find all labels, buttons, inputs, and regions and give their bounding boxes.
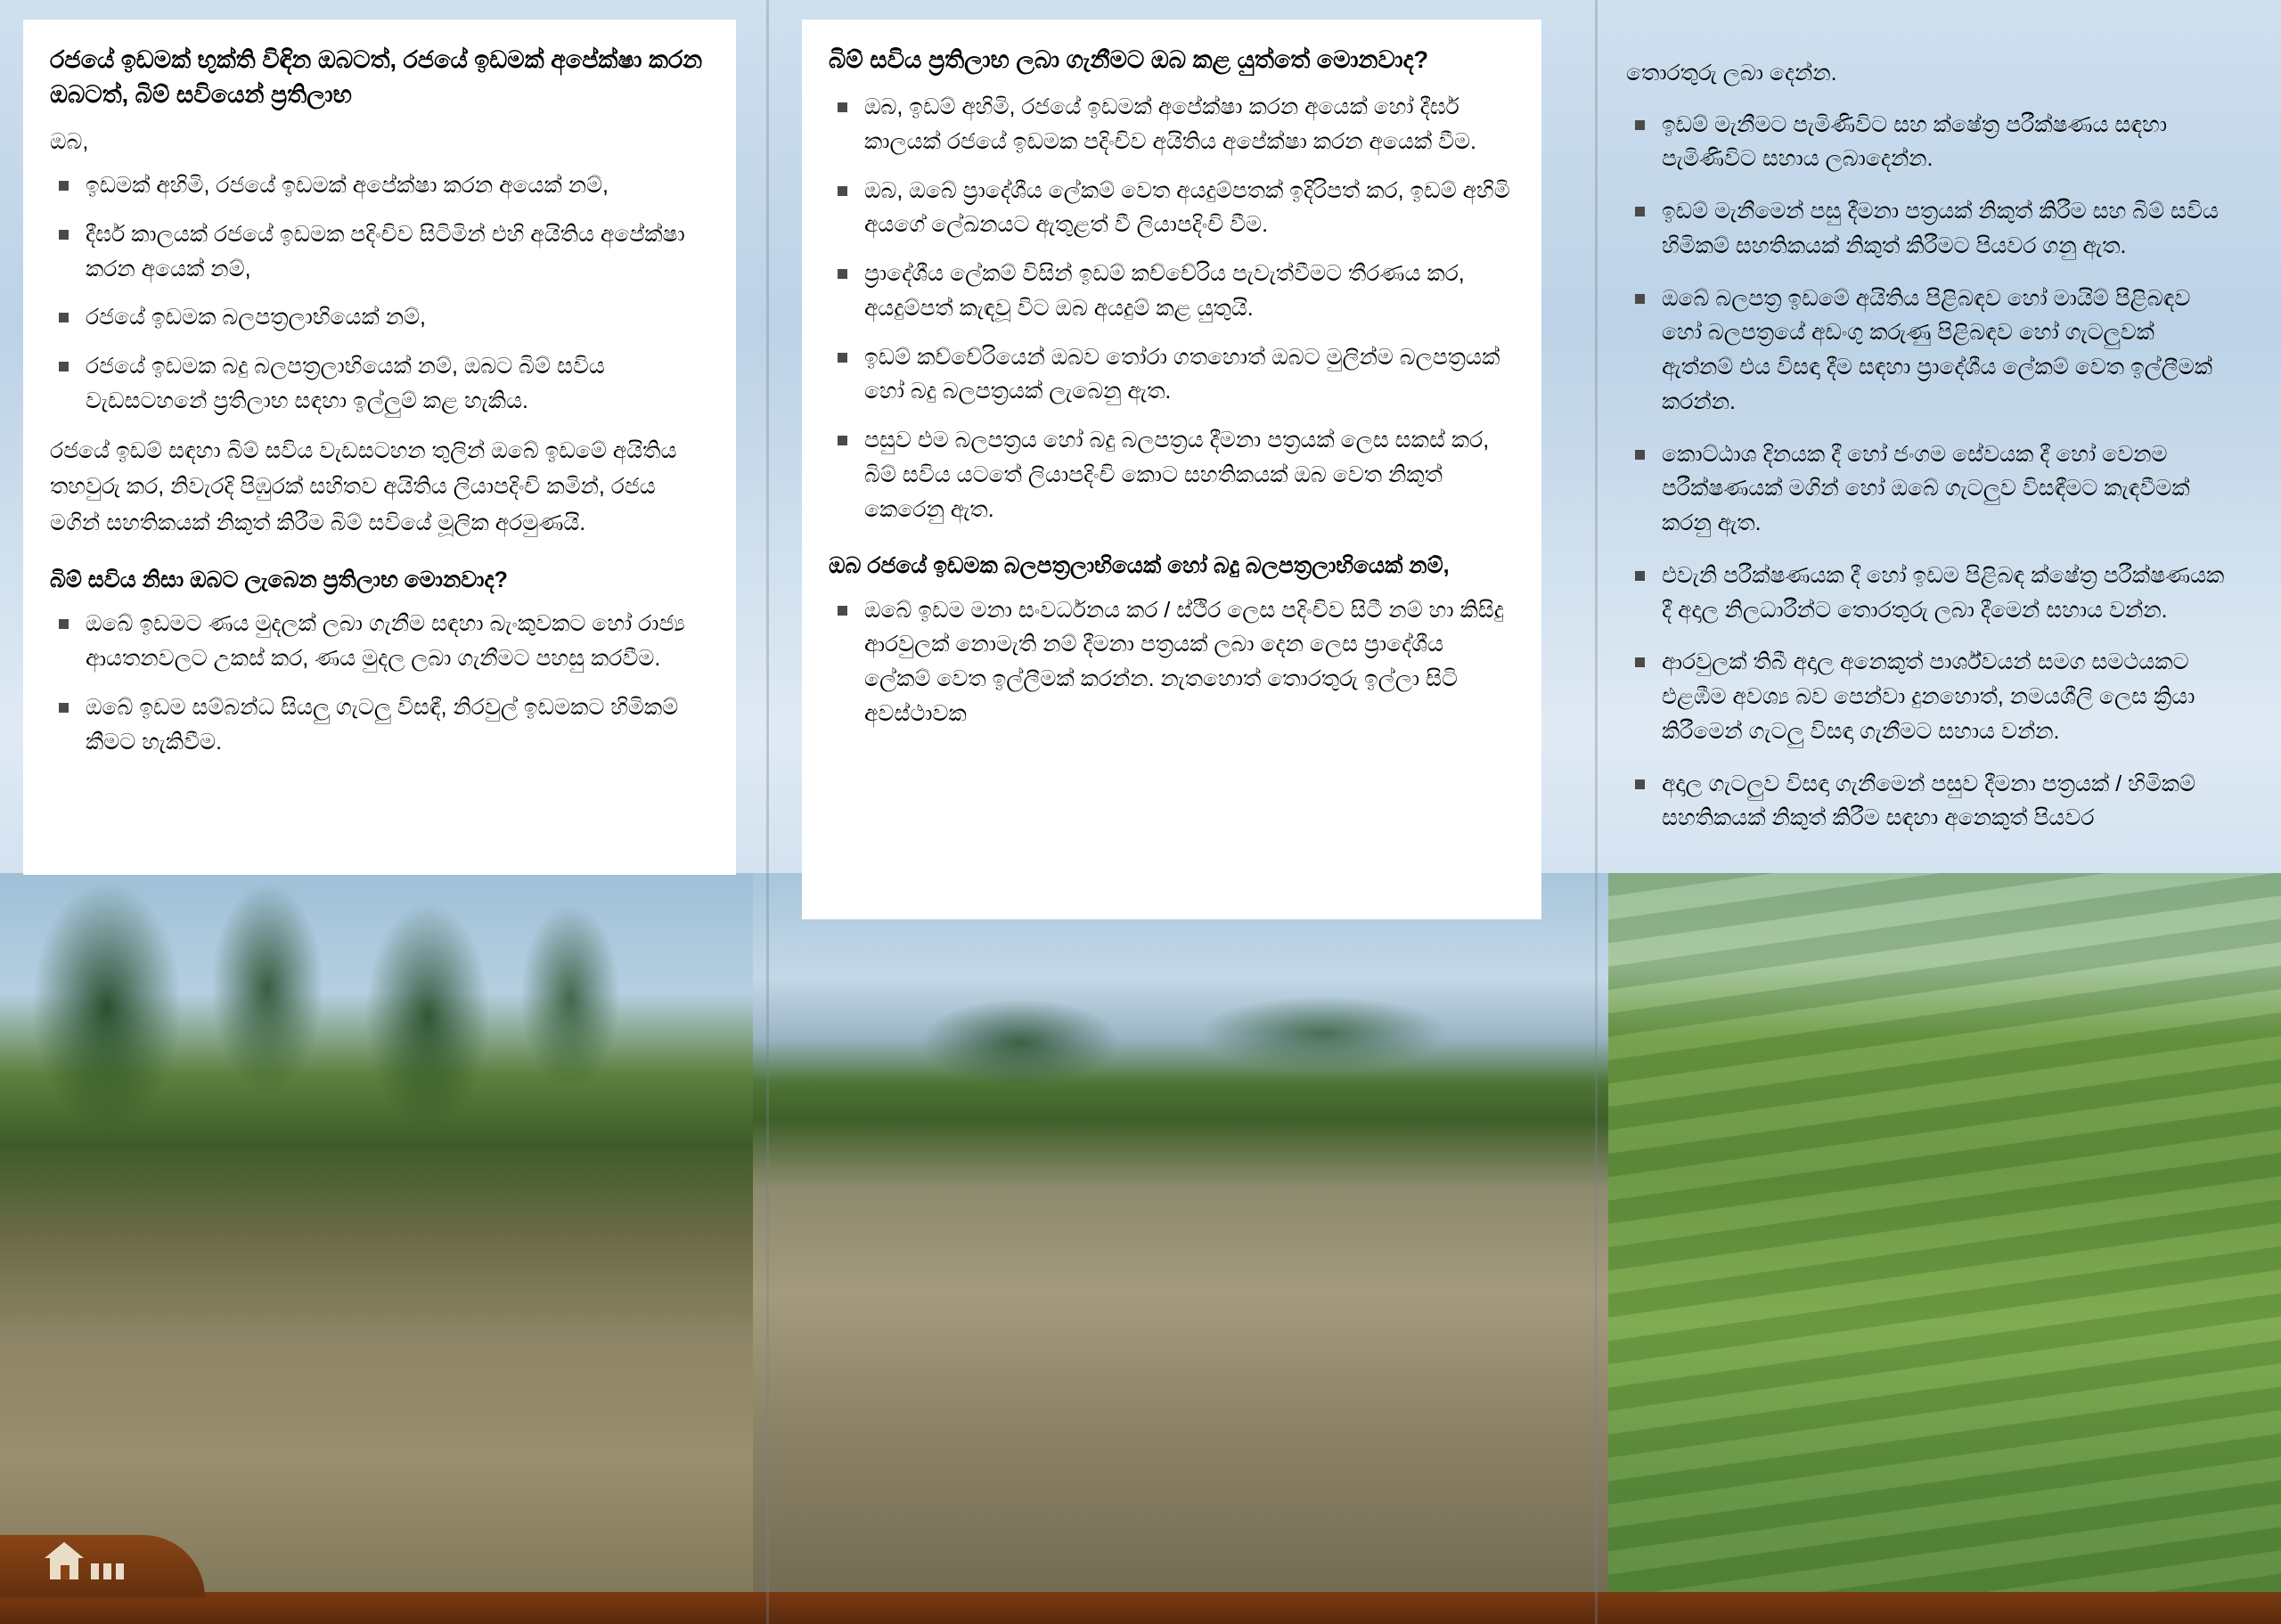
column-3-continuation: තොරතුරු ලබා දෙන්න. [1626,61,1837,86]
column-2-heading: බිම් සවිය ප්‍රතිලාභ ලබා ගැනීමට ඔබ කළ යුත්තේ මොනවාද? [829,46,1429,73]
list-item: ඉඩමක් අහිමි, රජයේ ඉඩමක් අපේක්ෂා කරන අයෙක් නම්, [50,168,709,203]
list-item: ඔබේ ඉඩමට ණය මුදලක් ලබා ගැනීම සඳහා බැංකුවකට හෝ රාජ්‍ය ආයතනවලට උකස් කර, ණය මුදල ලබා ගැනීමට පහසු කරවීම. [50,607,709,676]
fold-line-right [1595,0,1598,1624]
column-1-paragraph: රජයේ ඉඩම් සඳහා බිම් සවිය වැඩසටහන තුලින් ඔබේ ඉඩමේ අයිතිය තහවුරු කර, නිවැරදි පිඹුරක් සහිතව අයිතිය ලියාපදිංචි කමින්, රජය මගින් සහතිකයක් නිකුත් කිරීම බිම් සවියේ මූලික අරමුණයි. [50,437,677,535]
house-icon [36,1533,143,1587]
column-2-subheading: ඔබ රජයේ ඉඩමක බලපත්‍රලාභියෙක් හෝ බදු බලපත්‍රලාභියෙක් නම්, [829,553,1450,579]
list-item: රජයේ ඉඩමක බලපත්‍රලාභියෙක් නම්, [50,300,709,335]
column-2-licensee-list [829,593,1515,731]
list-item: ඉඩම් මැනීමට පැමිණිවිට සහ ක්ෂේත්‍ර පරීක්ෂණය සඳහා පැමිණිවිට සහාය ලබාදෙන්න. [1626,108,2232,177]
list-item: කොට්ඨාශ දිනයක දී හෝ ජංගම සේවයක දී හෝ වෙනම පරීක්ෂණයක් මගින් හෝ ඔබේ ගැටලුව විසඳීමට කැඳවීමක් කරනු ඇත. [1626,437,2232,541]
list-item: අදාල ගැටලුව විසඳා ගැනීමෙන් පසුව දීමනා පත්‍රයක් / හිමිකම් සහතිකයක් නිකුත් කිරීම සඳහා අනෙකුත් පියවර [1626,767,2232,836]
list-item: ප්‍රාදේශීය ලේකම් විසින් ඉඩම් කච්චේරිය පැවැත්වීමට තීරණය කර, අයදුම්පත් කැඳවූ විට ඔබ අයදුම් කළ යුතුයි. [829,257,1515,326]
column-2-panel [802,20,1541,919]
column-3-bullet-list [1626,108,2232,836]
landscape-photo-band [0,873,2281,1624]
list-item: පසුව එම බලපත්‍රය හෝ බදු බලපත්‍රය දීමනා පත්‍රයක් ලෙස සකස් කර, බිම් සවිය යටතේ ලියාපදිංචි කොට සහතිකයක් ඔබ වෙත නිකුත් කෙරෙනු ඇත. [829,423,1515,526]
list-item: ඔබේ බලපත්‍ර ඉඩමේ අයිතිය පිළිබඳව හෝ මායිම් පිළිබඳව හෝ බලපත්‍රයේ අඩංගු කරුණු පිළිබඳව හෝ ගැටලුවක් ඇත්නම් එය විසඳා දීම සඳහා ප්‍රාදේශීය ලේකම් වෙත ඉල්ලීමක් කරන්න. [1626,282,2232,420]
column-1-panel [23,20,736,875]
column-1-benefit-list [50,607,709,759]
column-1-subheading: බිම් සවිය නිසා ඔබට ලැබෙන ප්‍රතිලාභ මොනවාද? [50,567,508,593]
photo-terraced-hills [1608,873,2281,1624]
list-item: ඔබ, ඔබේ ප්‍රාදේශීය ලේකම් වෙත අයදුම්පතක් ඉදිරිපත් කර, ඉඩම් අහිමි අයගේ ලේඛනයට ඇතුළත් වී ලියාපදිංචි වීම. [829,174,1515,243]
column-1-bullet-list [50,168,709,419]
column-3-panel [1599,20,2259,893]
fold-line-left [766,0,769,1624]
list-item: ඉඩම් මැනීමෙන් පසු දීමනා පත්‍රයක් නිකුත් කිරීම සහ බිම් සවිය හිමිකම් සහතිකයක් නිකුත් කිරීමට පියවර ගනු ඇත. [1626,194,2232,264]
column-2-bullet-list [829,90,1515,526]
list-item: රජයේ ඉඩමක බදු බලපත්‍රලාභියෙක් නම්, ඔබට බිම් සවිය වැඩසටහනේ ප්‍රතිලාභ සඳහා ඉල්ලුම් කළ හැකිය. [50,349,709,419]
list-item: එවැනි පරීක්ෂණයක දී හෝ ඉඩම පිළිබඳ ක්ෂේත්‍ර පරීක්ෂණයක දී අදාල නිලධාරීන්ට තොරතුරු ලබා දීමෙන් සහාය වන්න. [1626,559,2232,628]
bottom-brown-bar [0,1592,2281,1624]
list-item: ඔබ, ඉඩම් අහිමි, රජයේ ඉඩමක් අපේක්ෂා කරන අයෙක් හෝ දීර්ඝ කාලයක් රජයේ ඉඩමක පදිංචිව අයිතිය අපේක්ෂා කරන අයෙක් වීම. [829,90,1515,159]
list-item: ඔබේ ඉඩම සම්බන්ධ සියලු ගැටලු විසඳී, නිරවුල් ඉඩමකට හිමිකම් කීමට හැකිවීම. [50,690,709,760]
list-item: දීර්ඝ කාලයක් රජයේ ඉඩමක පදිංචිව සිටිමින් එහි අයිතිය අපේක්ෂා කරන අයෙක් නම්, [50,217,709,287]
photo-paddy-field [753,873,1608,1624]
column-1-heading: රජයේ ඉඩමක් භුක්ති විඳින ඔබටත්, රජයේ ඉඩමක් අපේක්ෂා කරන ඔබටත්, බිම් සවියෙන් ප්‍රතිලාභ [50,46,703,109]
list-item: ඉඩම් කච්චේරියෙන් ඔබව තෝරා ගතහොත් ඔබට මුලින්ම බලපත්‍රයක් හෝ බදු බලපත්‍රයක් ලැබෙනු ඇත. [829,340,1515,410]
list-item: ඔබේ ඉඩම මනා සංවර්ධනය කර / ස්ථිර ලෙස පදිංචිව සිටී නම් හා කිසිදු ආරවුලක් නොමැති නම් දීමනා පත්‍රයක් ලබා දෙන ලෙස ප්‍රාදේශීය ලේකම් වෙත ඉල්ලීමක් කරන්න. නැතහොත් තොරතුරු ඉල්ලා සිටි අවස්ථාවක [829,593,1515,731]
photo-palm-field [0,873,753,1624]
list-item: ආරවුලක් තිබී අදාල අනෙකුත් පාර්ශ්වයන් සමග සමථයකට එළඹීම අවශ්‍ය බව පෙන්වා දුනහොත්, නමයශීලි ලෙස ක්‍රියා කිරීමෙන් ගැටලු විසඳා ගැනීමට සහාය වන්න. [1626,645,2232,748]
column-1-lead: ඔබ, [50,129,89,155]
